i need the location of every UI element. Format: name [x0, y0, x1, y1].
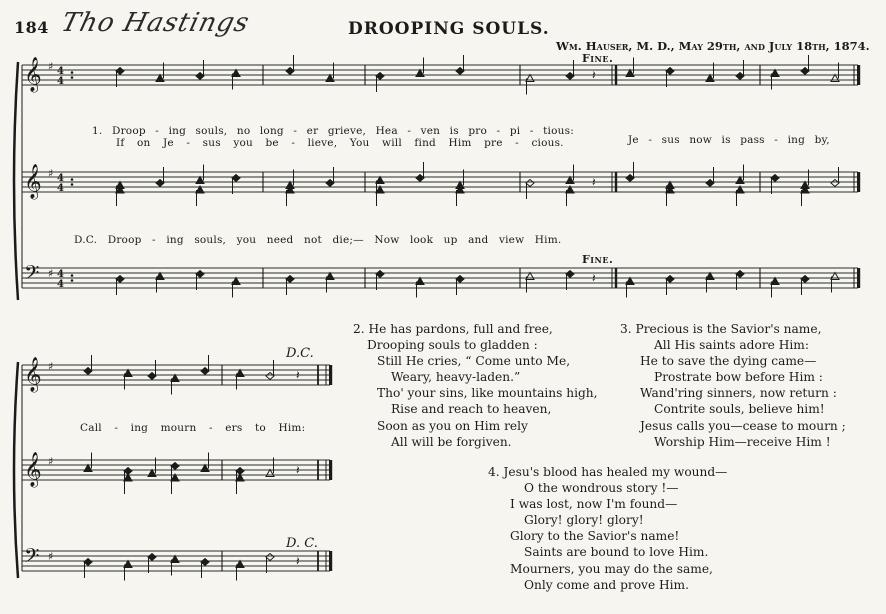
sharp-sign: ♯	[48, 60, 54, 73]
note-head	[456, 68, 464, 75]
verse-line: 3. Precious is the Savior's name,	[620, 322, 822, 336]
note-head	[771, 175, 779, 182]
note-head	[736, 177, 744, 184]
note-head	[201, 368, 209, 375]
bass-clef: 𝄢	[24, 544, 40, 572]
note-head	[266, 470, 274, 477]
note-head	[266, 373, 274, 380]
note-head	[84, 368, 92, 375]
hymn-title: DROOPING SOULS.	[348, 19, 550, 39]
note-head	[376, 73, 384, 80]
note-head	[416, 278, 424, 285]
rest-mark: 𝄽	[592, 68, 596, 82]
rest-mark: 𝄽	[592, 271, 596, 285]
rest-mark: 𝄽	[296, 554, 300, 568]
note-head	[232, 70, 240, 77]
note-head	[526, 273, 534, 280]
final-bar	[329, 365, 332, 385]
note-head	[456, 276, 464, 283]
time-signature: 4	[57, 173, 64, 184]
note-head	[416, 70, 424, 77]
verse-2	[353, 321, 598, 450]
verse-line: Contrite souls, believe him!	[654, 402, 825, 417]
verse-4	[488, 464, 727, 593]
note-head	[196, 271, 204, 278]
note-head	[801, 68, 809, 75]
note-head	[326, 180, 334, 187]
bass-clef: 𝄢	[24, 261, 40, 289]
note-head	[124, 370, 132, 377]
note-head	[156, 273, 164, 280]
verse-line: 2. He has pardons, full and free,	[353, 322, 553, 336]
final-bar	[329, 551, 332, 571]
note-head	[736, 73, 744, 80]
sharp-sign: ♯	[48, 360, 54, 373]
note-head	[266, 554, 274, 561]
note-head	[526, 180, 534, 187]
note-head	[376, 271, 384, 278]
note-head	[84, 559, 92, 566]
lyric-line-2: If on Je - sus you be - lieve, You will find Him pre - cious.	[116, 137, 564, 149]
verse-line: Drooping souls to gladden :	[367, 338, 538, 353]
composer-credit: Wm. Hauser, M. D., May 29th, and July 18th, 1874.	[556, 39, 870, 53]
verse-line: 4. Jesu's blood has healed my wound—	[488, 465, 728, 479]
note-head	[171, 556, 179, 563]
verse-line: Wand'ring sinners, now return :	[640, 386, 837, 401]
repeat-dot	[71, 76, 74, 79]
note-head	[171, 375, 179, 382]
verse-line: Rise and reach to heaven,	[391, 402, 552, 417]
time-signature: 4	[57, 183, 64, 194]
note-head	[201, 465, 209, 472]
verse-line: All His saints adore Him:	[654, 338, 809, 353]
verse-line: Weary, heavy-laden.”	[391, 370, 521, 385]
sharp-sign: ♯	[48, 167, 54, 180]
fine-label-top: Fine.	[582, 52, 614, 65]
handwritten-signature: Tho Hastings	[58, 8, 253, 38]
final-bar	[329, 460, 332, 480]
verse-line: All will be forgiven.	[391, 434, 512, 449]
note-head	[771, 70, 779, 77]
sharp-sign: ♯	[48, 455, 54, 468]
fine-label-bass: Fine.	[582, 253, 614, 266]
note-head	[416, 175, 424, 182]
repeat-dot	[71, 183, 74, 186]
verse-line: Prostrate bow before Him :	[654, 370, 823, 385]
lyric-line-4: Call - ing mourn - ers to Him:	[80, 422, 306, 434]
note-head	[236, 370, 244, 377]
note-head	[116, 276, 124, 283]
note-head	[232, 175, 240, 182]
dc-label-bass: D. C.	[286, 536, 318, 551]
note-head	[156, 180, 164, 187]
time-signature: 4	[57, 66, 64, 77]
time-signature: 4	[57, 269, 64, 280]
verse-line: Soon as you on Him rely	[377, 418, 528, 433]
page-number: 184	[14, 18, 49, 37]
verse-line: O the wondrous story !—	[524, 481, 679, 496]
note-head	[232, 278, 240, 285]
note-head	[286, 276, 294, 283]
note-head	[236, 561, 244, 568]
note-head	[831, 180, 839, 187]
note-head	[116, 68, 124, 75]
lyric-line-1: 1. Droop - ing souls, no long - er grieve, Hea - ven is pro - pi - tious:	[92, 125, 574, 137]
rest-mark: 𝄽	[296, 368, 300, 382]
verse-line: Jesus calls you—cease to mourn ;	[640, 418, 846, 433]
sharp-sign: ♯	[48, 267, 54, 280]
treble-clef: 𝄞	[24, 357, 42, 392]
note-head	[706, 273, 714, 280]
verse-line: Worship Him—receive Him !	[654, 434, 831, 449]
note-head	[666, 276, 674, 283]
final-bar	[857, 172, 860, 192]
note-head	[706, 75, 714, 82]
note-head	[666, 68, 674, 75]
treble-clef: 𝄞	[24, 57, 42, 92]
verse-line: Saints are bound to love Him.	[524, 545, 709, 560]
note-head	[326, 273, 334, 280]
final-bar	[857, 65, 860, 85]
note-head	[84, 465, 92, 472]
dc-label-top: D.C.	[286, 346, 314, 361]
verse-line: Glory! glory! glory!	[524, 513, 644, 528]
treble-clef: 𝄞	[24, 164, 42, 199]
note-head	[196, 73, 204, 80]
sharp-sign: ♯	[48, 550, 54, 563]
final-bar	[857, 268, 860, 288]
treble-clef: 𝄞	[24, 452, 42, 487]
verse-line: Still He cries, “ Come unto Me,	[377, 354, 571, 369]
system-brace	[14, 62, 18, 300]
repeat-dot	[71, 71, 74, 74]
verse-line: I was lost, now I'm found—	[510, 497, 678, 512]
note-head	[148, 373, 156, 380]
note-head	[156, 75, 164, 82]
note-head	[376, 177, 384, 184]
repeat-dot	[71, 274, 74, 277]
verse-line: Mourners, you may do the same,	[510, 561, 713, 576]
verse-line: He to save the dying came—	[640, 354, 817, 369]
note-head	[626, 70, 634, 77]
note-head	[148, 470, 156, 477]
note-head	[566, 177, 574, 184]
note-head	[801, 276, 809, 283]
note-head	[171, 463, 179, 470]
note-head	[286, 68, 294, 75]
note-head	[736, 271, 744, 278]
time-signature: 4	[57, 76, 64, 87]
verse-line: Only come and prove Him.	[524, 577, 689, 592]
note-head	[626, 175, 634, 182]
verse-3	[620, 321, 846, 450]
repeat-dot	[71, 279, 74, 282]
rest-mark: 𝄽	[296, 463, 300, 477]
verse-line: Glory to the Savior's name!	[510, 529, 680, 544]
note-head	[326, 75, 334, 82]
verse-line: Tho' your sins, like mountains high,	[377, 386, 598, 401]
note-head	[831, 273, 839, 280]
time-signature: 4	[57, 279, 64, 290]
lyric-line-3: D.C. Droop - ing souls, you need not die;— Now look up and view Him.	[74, 234, 562, 246]
system-brace	[14, 362, 18, 578]
note-head	[626, 278, 634, 285]
note-head	[196, 177, 204, 184]
note-head	[566, 271, 574, 278]
note-head	[124, 561, 132, 568]
note-head	[148, 554, 156, 561]
lyric-line-1b: Je - sus now is pass - ing by,	[628, 134, 830, 146]
repeat-dot	[71, 178, 74, 181]
rest-mark: 𝄽	[592, 175, 596, 189]
note-head	[566, 73, 574, 80]
note-head	[771, 278, 779, 285]
note-head	[706, 180, 714, 187]
note-head	[201, 559, 209, 566]
